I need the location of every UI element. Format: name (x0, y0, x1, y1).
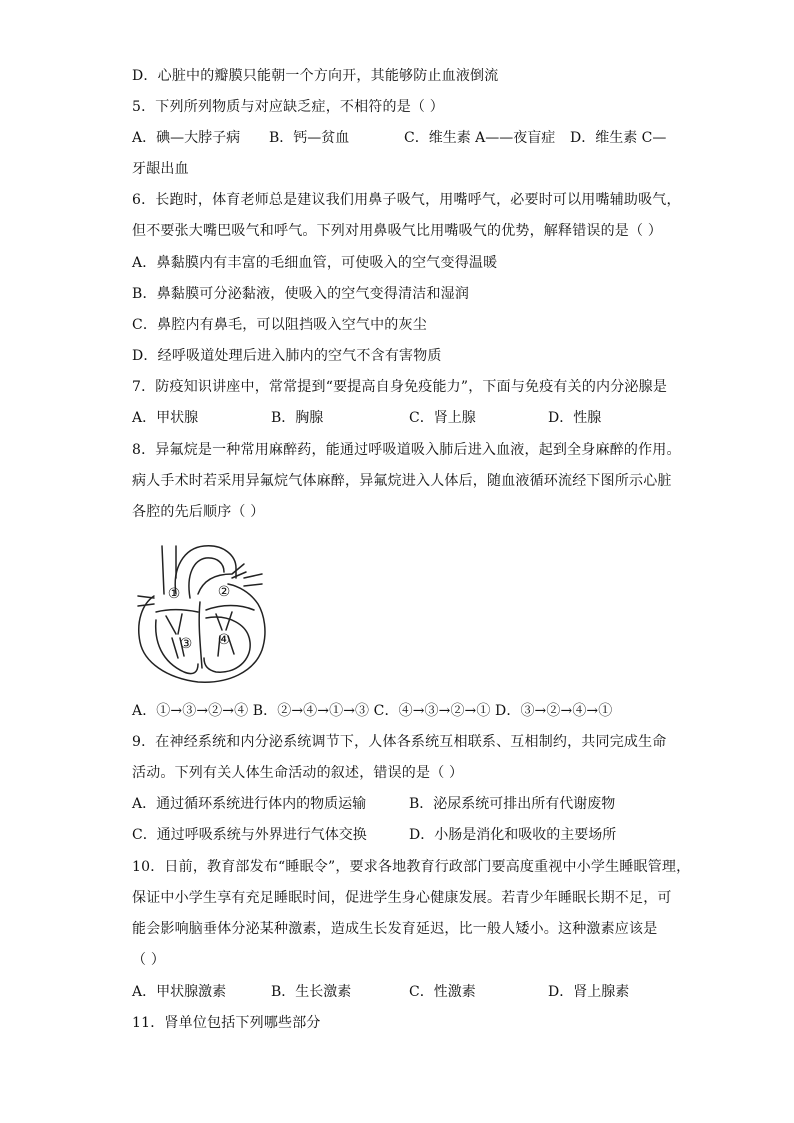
q7-option-b: B．胸腺 (271, 410, 324, 426)
q6-option-d: D．经呼吸道处理后进入肺内的空气不含有害物质 (132, 348, 442, 364)
q6-option-b: B．鼻黏膜可分泌黏液，使吸入的空气变得清洁和湿润 (132, 286, 470, 302)
q10-option-d: D．肾上腺素 (548, 984, 630, 1000)
q8-stem-line2: 病人手术时若采用异氟烷气体麻醉，异氟烷进入人体后，随血液循环流经下图所示心脏 (132, 473, 672, 489)
q5-stem: 5．下列所列物质与对应缺乏症，不相符的是（ ） (132, 99, 444, 115)
q6-option-c: C．鼻腔内有鼻毛，可以阻挡吸入空气中的灰尘 (132, 317, 427, 333)
q7-option-a: A．甲状腺 (132, 410, 199, 426)
pulmonary-vein-right (244, 574, 262, 586)
q4-option-d: D．心脏中的瓣膜只能朝一个方向开，其能够防止血液倒流 (132, 68, 499, 84)
q10-option-a: A．甲状腺激素 (132, 984, 227, 1000)
septum (199, 602, 202, 668)
q5-option-b: B．钙—贫血 (269, 130, 350, 146)
q9-stem-line1: 9．在神经系统和内分泌系统调节下，人体各系统互相联系、互相制约，共同完成生命 (132, 734, 667, 750)
heart-label-3: ③ (179, 636, 193, 652)
heart-label-4: ④ (217, 632, 231, 648)
q6-stem-line1: 6．长跑时，体育老师总是建议我们用鼻子吸气，用嘴呼气，必要时可以用嘴辅助吸气， (132, 192, 681, 208)
q5-option-d: D．维生素 C— (570, 130, 667, 146)
valve-left (216, 612, 232, 630)
valve-right (166, 614, 182, 634)
q10-option-c: C．性激素 (409, 984, 476, 1000)
q5-option-c: C．维生素 A——夜盲症 (404, 130, 556, 146)
q10-option-b: B．生长激素 (271, 984, 352, 1000)
q11-stem: 11．肾单位包括下列哪些部分 (132, 1015, 321, 1031)
q10-stem-line3: 能会影响脑垂体分泌某种激素，造成生长发育延迟，比一般人矮小。这种激素应该是 (132, 921, 658, 937)
q6-stem-line2: 但不要张大嘴巴吸气和呼气。下列对用鼻吸气比用嘴吸气的优势，解释错误的是（ ） (132, 223, 663, 239)
pulmonary-vein-left (138, 596, 154, 606)
q9-option-a: A．通过循环系统进行体内的物质运输 (132, 796, 367, 812)
q9-option-b: B．泌尿系统可排出所有代谢废物 (409, 796, 616, 812)
q10-stem-line1: 10．日前，教育部发布“睡眠令”，要求各地教育行政部门要高度重视中小学生睡眠管理， (132, 859, 691, 875)
q7-option-d: D．性腺 (548, 410, 602, 426)
heart-diagram (132, 538, 270, 686)
heart-label-1: ① (167, 586, 181, 602)
q5-option-a: A．碘—大脖子病 (132, 130, 241, 146)
q8-stem-line3: 各腔的先后顺序（ ） (132, 504, 265, 520)
heart-label-2: ② (217, 584, 231, 600)
q7-stem: 7．防疫知识讲座中，常常提到“要提高自身免疫能力”，下面与免疫有关的内分泌腺是 (132, 379, 668, 395)
atrium-divider (156, 606, 254, 613)
q5-option-d-continued: 牙龈出血 (132, 161, 189, 177)
q7-option-c: C．肾上腺 (409, 410, 476, 426)
q9-option-d: D．小肠是消化和吸收的主要场所 (409, 827, 617, 843)
q6-option-a: A．鼻黏膜内有丰富的毛细血管，可使吸入的空气变得温暖 (132, 255, 498, 271)
q10-stem-line4: （ ） (132, 952, 166, 968)
q8-stem-line1: 8．异氟烷是一种常用麻醉药，能通过呼吸道吸入肺后进入血液，起到全身麻醉的作用。 (132, 442, 681, 458)
q9-stem-line2: 活动。下列有关人体生命活动的叙述，错误的是（ ） (132, 765, 464, 781)
q9-option-c: C．通过呼吸系统与外界进行气体交换 (132, 827, 367, 843)
q8-options: A．①→③→②→④ B．②→④→①→③ C．④→③→②→① D．③→②→④→① (132, 703, 613, 719)
q10-stem-line2: 保证中小学生享有充足睡眠时间，促进学生身心健康发展。若青少年睡眠长期不足，可 (132, 890, 672, 906)
